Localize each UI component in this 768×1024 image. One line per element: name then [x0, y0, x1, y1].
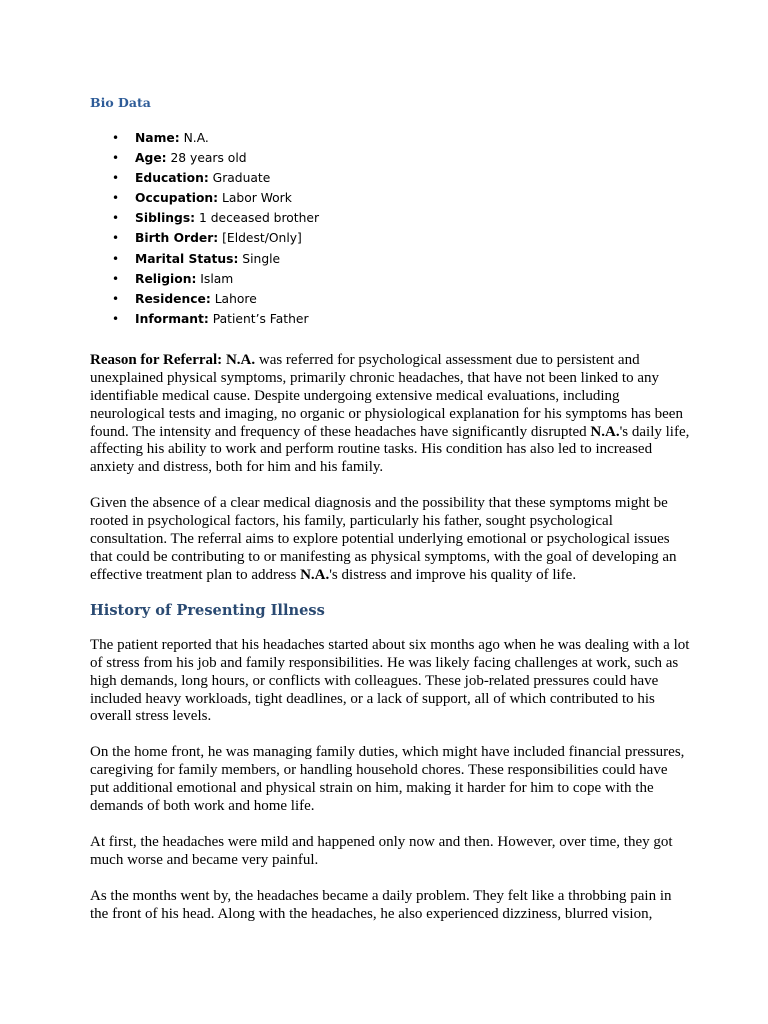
bio-value: Single: [238, 251, 281, 266]
bio-key: Informant:: [135, 311, 209, 326]
bullet-icon: •: [112, 291, 120, 306]
bio-data-heading: Bio Data: [90, 95, 151, 110]
bullet-icon: •: [112, 131, 120, 145]
bio-value: N.A.: [179, 131, 209, 145]
bio-key: Occupation:: [135, 191, 219, 206]
consultation-paragraph: [90, 495, 690, 585]
bio-value: Graduate: [208, 171, 271, 186]
history-paragraph-1: The patient reported that his headaches started about six months ago when he was dealing with a lot of stress from his job and family responsibilities. He was likely facing challenges at work, such as high demands, long hours, or conflicts with colleagues. These job-related pressures could have included heavy workloads, tight deadlines, or a lack of support, all of which contributed to his overall stress levels.: [90, 636, 690, 725]
bio-key: Name:: [135, 131, 180, 145]
bio-key: Education:: [135, 171, 209, 186]
bullet-icon: •: [112, 311, 120, 326]
bullet-icon: •: [112, 211, 120, 226]
bio-key: Age:: [135, 151, 167, 166]
bio-value: [Eldest/Only]: [218, 231, 302, 246]
bio-key: Marital Status:: [135, 251, 239, 266]
bio-value: 28 years old: [166, 151, 247, 166]
bio-key: Siblings:: [135, 211, 196, 226]
bio-value: Islam: [196, 271, 234, 286]
referral-paragraph: [90, 352, 690, 477]
bullet-icon: •: [112, 151, 120, 166]
bullet-icon: •: [112, 171, 120, 186]
referral-label: Reason for Referral:: [90, 351, 223, 368]
bio-value: Lahore: [210, 291, 257, 306]
bio-item-education: [90, 168, 690, 188]
bio-data-list: [90, 128, 690, 329]
bio-key: Residence:: [135, 291, 211, 306]
history-paragraph-4: As the months went by, the headaches became a daily problem. They felt like a throbbing pain in the front of his head. Along with the headaches, he also experienced dizziness, blurred vision,: [90, 887, 672, 922]
history-paragraph-2: On the home front, he was managing family duties, which might have included financial pressures, caregiving for family members, or handling household chores. These responsibilities could have put additional emotional and physical strain on him, making it harder for him to cope with the demands of both work and home life.: [90, 744, 685, 815]
history-paragraph-3: At first, the headaches were mild and happened only now and then. However, over time, they got much worse and became very painful.: [90, 833, 673, 868]
referral-subject: N.A.: [225, 351, 256, 368]
referral-text-1: was referred for psychological assessment due to persistent and unexplained physical symptoms, primarily chronic headaches, that have not been linked to any identifiable medical cause. Despite undergoing extensive medical evaluations, including neurological tests and imaging, no organic or physiological explanation for his symptoms has been found. The intensity and frequency of these headaches have significantly disrupted: [90, 351, 683, 440]
consultation-subject: N.A.: [300, 566, 330, 583]
bio-item-siblings: [90, 208, 690, 228]
bullet-icon: •: [112, 231, 120, 246]
bio-item-informant: [90, 309, 690, 329]
bio-value: Patient’s Father: [208, 311, 309, 326]
document-body: [90, 95, 690, 924]
bio-item-residence: [90, 289, 690, 309]
bio-item-religion: [90, 269, 690, 289]
consultation-text-1: Given the absence of a clear medical diagnosis and the possibility that these symptoms might be rooted in psychological factors, his family, particularly his father, sought psychological consultation. The referral aims to explore potential underlying emotional or psychological issues that could be contributing to or manifesting as physical symptoms, with the goal of developing an effective treatment plan to address: [90, 495, 677, 583]
bio-item-occupation: [90, 188, 690, 208]
history-heading: History of Presenting Illness: [90, 601, 325, 619]
consultation-text-2: 's distress and improve his quality of life.: [329, 566, 577, 583]
bullet-icon: •: [112, 251, 120, 266]
referral-text-2: 's daily life, affecting his ability to work and perform routine tasks. His condition has also led to increased anxiety and distress, both for him and his family.: [90, 423, 690, 476]
referral-subject-2: N.A.: [590, 423, 620, 440]
bullet-icon: •: [112, 271, 120, 286]
bio-item-birth-order: [90, 228, 690, 248]
bio-item-age: [90, 148, 690, 168]
bio-key: Birth Order:: [135, 231, 219, 246]
bullet-icon: •: [112, 191, 120, 206]
bio-item-marital-status: [90, 249, 690, 269]
bio-item-name: [90, 128, 690, 148]
bio-value: Labor Work: [218, 191, 292, 206]
bio-key: Religion:: [135, 271, 197, 286]
bio-value: 1 deceased brother: [195, 211, 320, 226]
